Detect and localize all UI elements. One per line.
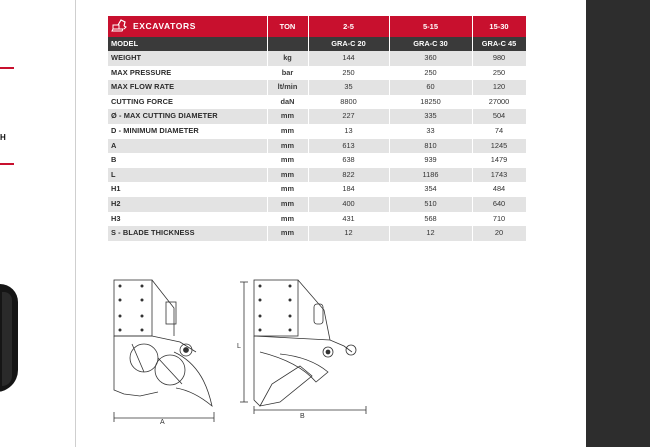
table-header-row (108, 16, 526, 37)
spec-value: 60 (389, 80, 472, 95)
spec-value: 1743 (472, 168, 526, 183)
table-row (108, 212, 526, 227)
dimension-label-b: B (300, 413, 305, 420)
red-rule-bottom (0, 163, 14, 165)
spec-value: 822 (308, 168, 389, 183)
spec-value: 144 (308, 51, 389, 66)
spec-value: 250 (308, 66, 389, 81)
spec-unit: mm (267, 153, 308, 168)
product-photo-edge (2, 292, 12, 386)
table-row (108, 197, 526, 212)
right-dark-panel (586, 0, 650, 447)
spec-value: 638 (308, 153, 389, 168)
table-row (108, 80, 526, 95)
table-row (108, 124, 526, 139)
spec-value: 18250 (389, 95, 472, 110)
spec-value: 1245 (472, 139, 526, 154)
excavator-icon (111, 18, 127, 32)
spec-label: A (108, 139, 267, 154)
spec-value: 27000 (472, 95, 526, 110)
table-row (108, 95, 526, 110)
spec-value: 710 (472, 212, 526, 227)
spec-value: 20 (472, 226, 526, 241)
spec-value: 939 (389, 153, 472, 168)
model-row (108, 37, 526, 51)
spec-value: 335 (389, 109, 472, 124)
spec-value: 1186 (389, 168, 472, 183)
table-row (108, 182, 526, 197)
spec-unit: mm (267, 226, 308, 241)
left-page-strip (0, 0, 76, 447)
technical-drawing (104, 272, 394, 447)
spec-value: 12 (308, 226, 389, 241)
spec-value: 33 (389, 124, 472, 139)
spec-label: MAX FLOW RATE (108, 80, 267, 95)
spec-label: MAX PRESSURE (108, 66, 267, 81)
spec-unit: mm (267, 182, 308, 197)
spec-unit: kg (267, 51, 308, 66)
header-category-label: EXCAVATORS (133, 21, 196, 31)
spec-label: H3 (108, 212, 267, 227)
dimension-label-a: A (160, 419, 165, 426)
spec-value: 568 (389, 212, 472, 227)
spec-value: 250 (472, 66, 526, 81)
dimension-label-l: L (237, 343, 241, 350)
spec-value: 484 (472, 182, 526, 197)
spec-label: Ø - MAX CUTTING DIAMETER (108, 109, 267, 124)
spec-value: 510 (389, 197, 472, 212)
spec-value: 640 (472, 197, 526, 212)
spec-unit: mm (267, 109, 308, 124)
spec-unit: mm (267, 168, 308, 183)
spec-value: 810 (389, 139, 472, 154)
table-row (108, 66, 526, 81)
spec-label: B (108, 153, 267, 168)
table-row (108, 226, 526, 241)
model-name: GRA-C 20 (308, 37, 389, 51)
spec-value: 8800 (308, 95, 389, 110)
model-label: MODEL (108, 37, 267, 51)
red-rule-top (0, 67, 14, 69)
header-ton: TON (267, 16, 308, 37)
spec-value: 613 (308, 139, 389, 154)
spec-value: 120 (472, 80, 526, 95)
spec-value: 250 (389, 66, 472, 81)
spec-value: 184 (308, 182, 389, 197)
header-range: 2-5 (308, 16, 389, 37)
spec-value: 13 (308, 124, 389, 139)
spec-value: 400 (308, 197, 389, 212)
spec-label: H2 (108, 197, 267, 212)
spec-unit: daN (267, 95, 308, 110)
table-row (108, 139, 526, 154)
spec-label: CUTTING FORCE (108, 95, 267, 110)
spec-unit: lt/min (267, 80, 308, 95)
spec-value: 35 (308, 80, 389, 95)
spec-value: 980 (472, 51, 526, 66)
spec-value: 360 (389, 51, 472, 66)
table-row (108, 109, 526, 124)
header-category-cell (108, 16, 267, 37)
spec-unit: mm (267, 212, 308, 227)
spec-label: L (108, 168, 267, 183)
spec-value: 1479 (472, 153, 526, 168)
table-row (108, 153, 526, 168)
spec-unit: mm (267, 124, 308, 139)
table-row (108, 51, 526, 66)
spec-unit: mm (267, 139, 308, 154)
model-name: GRA-C 45 (472, 37, 526, 51)
header-range: 5-15 (389, 16, 472, 37)
spec-value: 74 (472, 124, 526, 139)
spec-label: WEIGHT (108, 51, 267, 66)
model-name: GRA-C 30 (389, 37, 472, 51)
spec-table (108, 16, 527, 241)
table-row (108, 168, 526, 183)
spec-value: 227 (308, 109, 389, 124)
cut-off-text: H (0, 133, 6, 142)
spec-unit: bar (267, 66, 308, 81)
spec-label: S - BLADE THICKNESS (108, 226, 267, 241)
spec-unit: mm (267, 197, 308, 212)
model-unit (267, 37, 308, 51)
spec-value: 12 (389, 226, 472, 241)
spec-label: H1 (108, 182, 267, 197)
spec-value: 431 (308, 212, 389, 227)
header-range: 15-30 (472, 16, 526, 37)
spec-value: 504 (472, 109, 526, 124)
spec-value: 354 (389, 182, 472, 197)
spec-label: D - MINIMUM DIAMETER (108, 124, 267, 139)
